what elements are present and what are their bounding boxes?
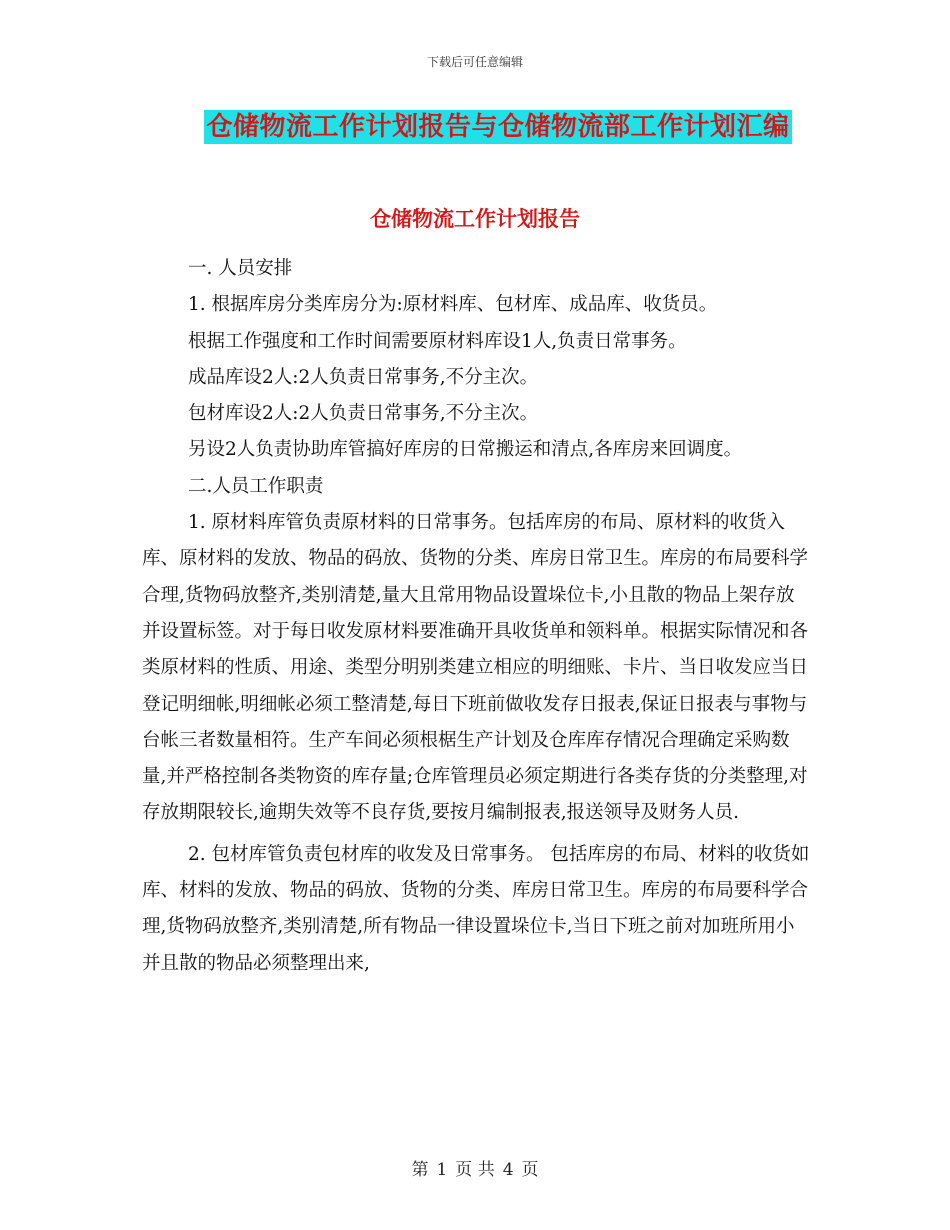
document-body — [142, 251, 810, 982]
main-title: 仓储物流工作计划报告与仓储物流部工作计划汇编 — [206, 112, 790, 142]
paragraph: 1. 原材料库管负责原材料的日常事务。包括库房的布局、原材料的收货入库、原材料的发放、物品的码放、货物的分类、库房日常卫生。库房的布局要科学合理,货物码放整齐,类别清楚,量大且常用物品设置垛位卡,小且散的物品上架存放并设置标签。对于每日收发原材料要准确开具收货单和领料单。根据实际情况和各类原材料的性质、用途、类型分明别类建立相应的明细账、卡片、当日收发应当日登记明细帐,明细帐必须工整清楚,每日下班前做收发存日报表,保证日报表与事物与台帐三者数量相符。生产车间必须根椐生产计划及仓库库存情况合理确定采购数量,并严格控制各类物资的库存量;仓库管理员必须定期进行各类存货的分类整理,对存放期限较长,逾期失效等不良存货,要按月编制报表,报送领导及财务人员. — [142, 512, 809, 824]
section-heading-duties: 二.人员工作职责 — [188, 475, 324, 497]
header-note: 下载后可任意编辑 — [426, 55, 523, 69]
footer-current-page: 1 — [436, 1160, 448, 1180]
page-footer — [0, 1155, 950, 1180]
sub-title: 仓储物流工作计划报告 — [370, 207, 580, 231]
section-heading-staffing: 一. 人员安排 — [188, 258, 293, 279]
footer-suffix: 页 — [521, 1160, 539, 1180]
footer-total-pages: 4 — [502, 1160, 514, 1180]
paragraph: 1. 根据库房分类库房分为:原材料库、包材库、成品库、收货员。 — [188, 294, 718, 316]
main-title-wrapper — [0, 110, 950, 144]
paragraph: 根据工作强度和工作时间需要原材料库设1人,负责日常事务。 — [188, 330, 687, 352]
paragraph: 包材库设2人:2人负责日常事务,不分主次。 — [188, 403, 539, 425]
footer-middle: 页 共 — [455, 1160, 495, 1180]
paragraph: 另设2人负责协助库管搞好库房的日常搬运和清点,各库房来回调度。 — [188, 439, 743, 461]
paragraph: 成品库设2人:2人负责日常事务,不分主次。 — [188, 366, 539, 388]
footer-prefix: 第 — [411, 1160, 429, 1180]
paragraph: 2. 包材库管负责包材库的收发及日常事务。 包括库房的布局、材料的收货如库、材料的发放、物品的码放、货物的分类、库房日常卫生。库房的布局要科学合理,货物码放整齐,类别清楚,所有物品一律设置垛位卡,当日下班之前对加班所用小并且散的物品必须整理出来, — [142, 843, 810, 974]
